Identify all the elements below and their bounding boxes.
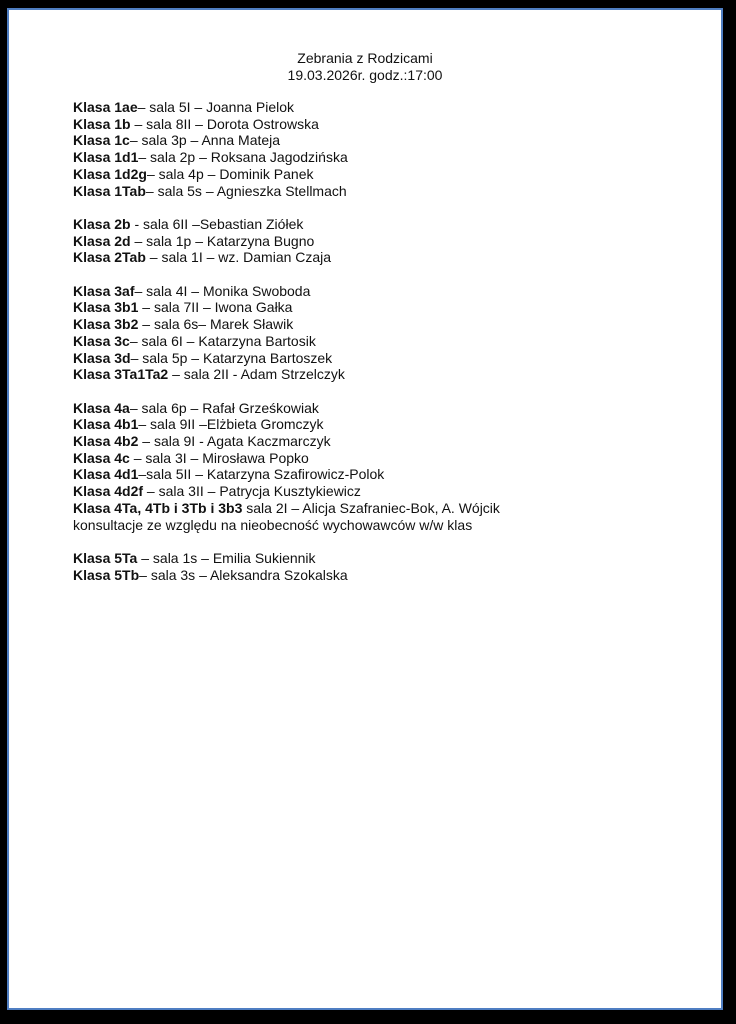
class-entry	[73, 500, 693, 517]
class-details: – sala 1I – wz. Damian Czaja	[145, 249, 332, 266]
class-name: Klasa 1Tab	[73, 182, 146, 199]
class-entry	[73, 249, 693, 266]
class-details: – sala 5s – Agnieszka Stellmach	[145, 182, 347, 199]
class-name: Klasa 4d1	[73, 466, 139, 483]
class-details: – sala 1p – Katarzyna Bugno	[130, 232, 315, 249]
class-details: – sala 8II – Dorota Ostrowska	[130, 115, 319, 132]
class-name: Klasa 1b	[73, 115, 131, 132]
group-spacer	[73, 199, 693, 216]
group-spacer	[73, 533, 693, 550]
meeting-date: 19.03.2026r. godz.:17:00	[287, 67, 443, 83]
class-entry	[73, 483, 693, 500]
class-entry	[73, 466, 693, 483]
class-entry	[73, 517, 693, 534]
class-name: Klasa 4a	[73, 399, 130, 416]
class-name: Klasa 4d2f	[73, 483, 144, 500]
class-entry	[73, 433, 693, 450]
class-details: – sala 6I – Katarzyna Bartosik	[129, 332, 316, 349]
class-details: – sala 9I - Agata Kaczmarczyk	[138, 433, 331, 450]
class-name: Klasa 3d	[73, 349, 131, 366]
class-name: Klasa 3c	[73, 332, 130, 349]
class-details: – sala 4p – Dominik Panek	[146, 165, 314, 182]
class-name: Klasa 3b1	[73, 299, 139, 316]
class-name: Klasa 3Ta1Ta2	[73, 366, 169, 383]
class-details: – sala 6s– Marek Sławik	[138, 316, 294, 333]
class-entry	[73, 366, 693, 383]
class-details: – sala 3I – Mirosława Popko	[129, 449, 309, 466]
class-details: – sala 7II – Iwona Gałka	[138, 299, 293, 316]
class-list	[73, 99, 693, 583]
class-entry	[73, 216, 693, 233]
class-details: sala 2I – Alicja Szafraniec-Bok, A. Wójcik	[242, 499, 500, 516]
class-entry	[73, 333, 693, 350]
class-name: Klasa 4Ta, 4Tb i 3Tb i 3b3	[73, 499, 243, 516]
class-group	[73, 216, 693, 266]
class-details: – sala 2II - Adam Strzelczyk	[168, 366, 345, 383]
class-group	[73, 283, 693, 383]
class-details: – sala 2p – Roksana Jagodzińska	[138, 149, 348, 166]
class-details: – sala 9II –Elżbieta Gromczyk	[138, 416, 324, 433]
class-details: – sala 3s – Aleksandra Szokalska	[139, 566, 348, 583]
class-entry	[73, 283, 693, 300]
class-group	[73, 99, 693, 199]
class-name: Klasa 5Ta	[73, 549, 138, 566]
class-entry	[73, 132, 693, 149]
class-name: Klasa 1ae	[73, 99, 138, 115]
class-details: – sala 6p – Rafał Grześkowiak	[129, 399, 319, 416]
class-details: – sala 3p – Anna Mateja	[129, 132, 281, 149]
class-entry	[73, 183, 693, 200]
class-entry	[73, 149, 693, 166]
class-details: – sala 1s – Emilia Sukiennik	[137, 549, 316, 566]
class-name: Klasa 5Tb	[73, 566, 140, 583]
class-name: Klasa 2b	[73, 215, 131, 232]
class-details: – sala 5I – Joanna Pielok	[137, 99, 295, 115]
document-header	[9, 50, 721, 84]
class-entry	[73, 416, 693, 433]
class-details: – sala 3II – Patrycja Kusztykiewicz	[143, 483, 361, 500]
document-title: Zebrania z Rodzicami	[297, 50, 433, 66]
class-entry	[73, 350, 693, 367]
class-name: Klasa 4b1	[73, 416, 139, 433]
class-entry	[73, 299, 693, 316]
class-name: Klasa 2Tab	[73, 249, 146, 266]
class-name: Klasa 1c	[73, 132, 130, 149]
class-entry	[73, 450, 693, 467]
group-spacer	[73, 266, 693, 283]
class-entry	[73, 400, 693, 417]
class-group	[73, 400, 693, 534]
class-entry	[73, 567, 693, 584]
class-details: – sala 5p – Katarzyna Bartoszek	[130, 349, 333, 366]
class-name: Klasa 3b2	[73, 316, 139, 333]
class-entry	[73, 550, 693, 567]
class-name: Klasa 4c	[73, 449, 130, 466]
class-details: konsultacje ze względu na nieobecność wychowawców w/w klas	[73, 516, 473, 533]
class-entry	[73, 116, 693, 133]
class-name: Klasa 1d1	[73, 149, 139, 166]
class-details: - sala 6II –Sebastian Ziółek	[130, 215, 304, 232]
class-entry	[73, 316, 693, 333]
class-name: Klasa 2d	[73, 232, 131, 249]
class-entry	[73, 99, 693, 116]
class-details: –sala 5II – Katarzyna Szafirowicz-Polok	[138, 466, 385, 483]
group-spacer	[73, 383, 693, 400]
class-details: – sala 4I – Monika Swoboda	[134, 282, 311, 299]
class-entry	[73, 166, 693, 183]
class-name: Klasa 3af	[73, 282, 135, 299]
document-page	[7, 8, 723, 1010]
class-group	[73, 550, 693, 583]
class-entry	[73, 233, 693, 250]
class-name: Klasa 4b2	[73, 433, 139, 450]
class-name: Klasa 1d2g	[73, 165, 147, 182]
